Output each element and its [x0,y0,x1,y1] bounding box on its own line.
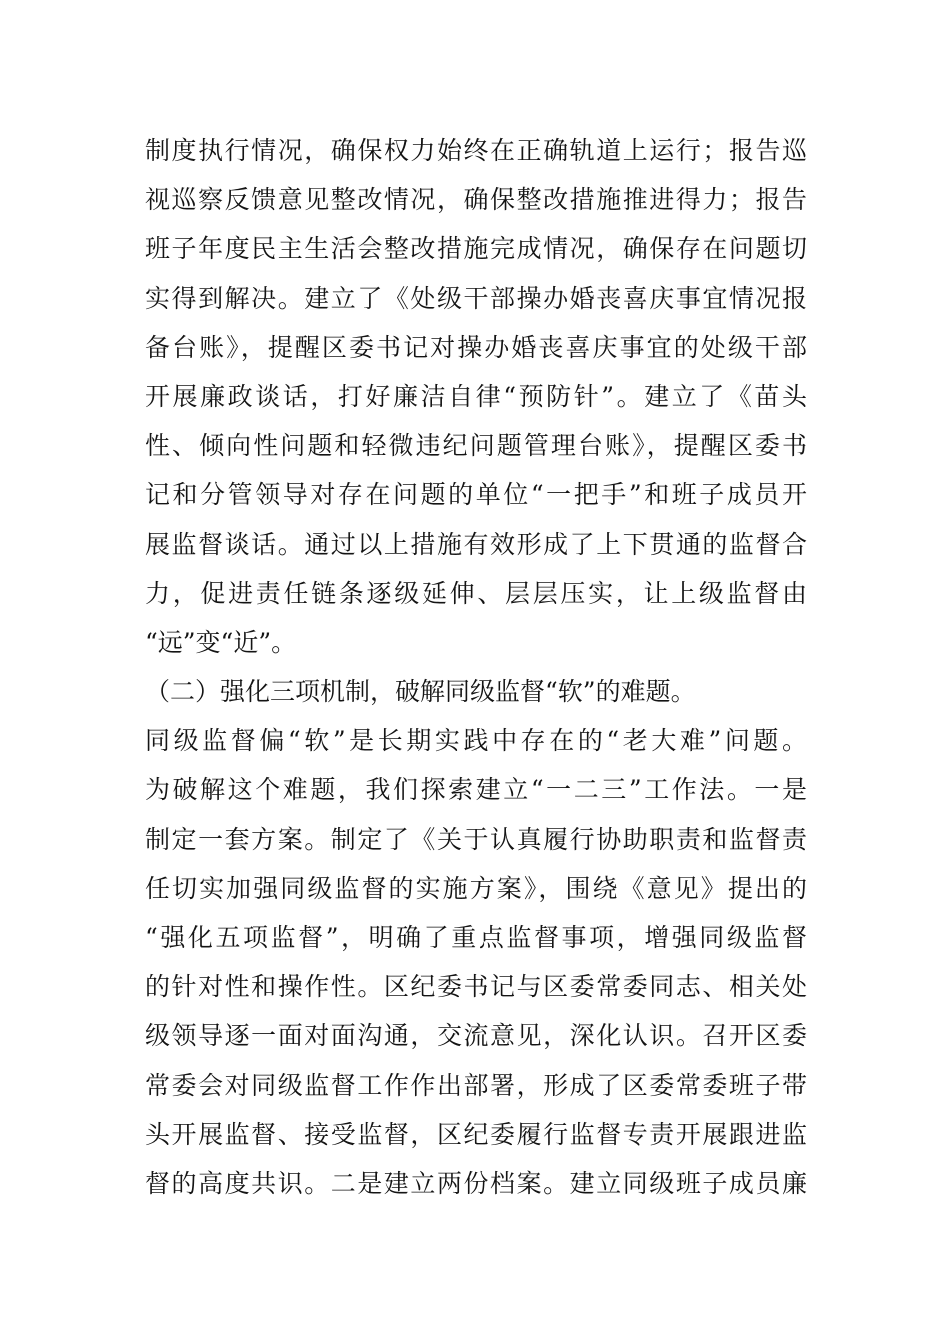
text-line: “远”变“近”。 [145,627,297,657]
text-line: 开展廉政谈话，打好廉洁自律“预防针”。建立了《苗头 [145,381,807,411]
text-line: 级领导逐一面对面沟通，交流意见，深化认识。召开区委 [145,1021,807,1051]
text-line: 实得到解决。建立了《处级干部操办婚丧喜庆事宜情况报 [145,283,807,313]
text-line: 力，促进责任链条逐级延伸、层层压实，让上级监督由 [145,578,807,608]
text-line: 记和分管领导对存在问题的单位“一把手”和班子成员开 [145,480,807,510]
text-line: 班子年度民主生活会整改措施完成情况，确保存在问题切 [145,234,807,264]
text-line: 视巡察反馈意见整改情况，确保整改措施推进得力；报告 [145,185,807,215]
text-line: 备台账》，提醒区委书记对操办婚丧喜庆事宜的处级干部 [145,332,807,362]
text-line: 同级监督偏“软”是长期实践中存在的“老大难”问题。 [145,726,807,756]
text-line: 督的高度共识。二是建立两份档案。建立同级班子成员廉 [145,1168,807,1198]
text-line: 头开展监督、接受监督，区纪委履行监督专责开展跟进监 [145,1119,807,1149]
text-line: 常委会对同级监督工作作出部署，形成了区委常委班子带 [145,1070,807,1100]
text-line: 为破解这个难题，我们探索建立“一二三”工作法。一是 [145,775,807,805]
body-text [145,126,807,1208]
text-line: 制度执行情况，确保权力始终在正确轨道上运行；报告巡 [145,136,807,165]
text-line: 的针对性和操作性。区纪委书记与区委常委同志、相关处 [145,972,807,1002]
text-line: “强化五项监督”，明确了重点监督事项，增强同级监督 [145,923,807,952]
text-line: 任切实加强同级监督的实施方案》，围绕《意见》提出的 [145,873,807,903]
text-line: （二）强化三项机制，破解同级监督“软”的难题。 [145,677,696,707]
text-line: 展监督谈话。通过以上措施有效形成了上下贯通的监督合 [145,529,807,559]
text-line: 性、倾向性问题和轻微违纪问题管理台账》，提醒区委书 [145,431,807,461]
text-line: 制定一套方案。制定了《关于认真履行协助职责和监督责 [145,824,807,854]
